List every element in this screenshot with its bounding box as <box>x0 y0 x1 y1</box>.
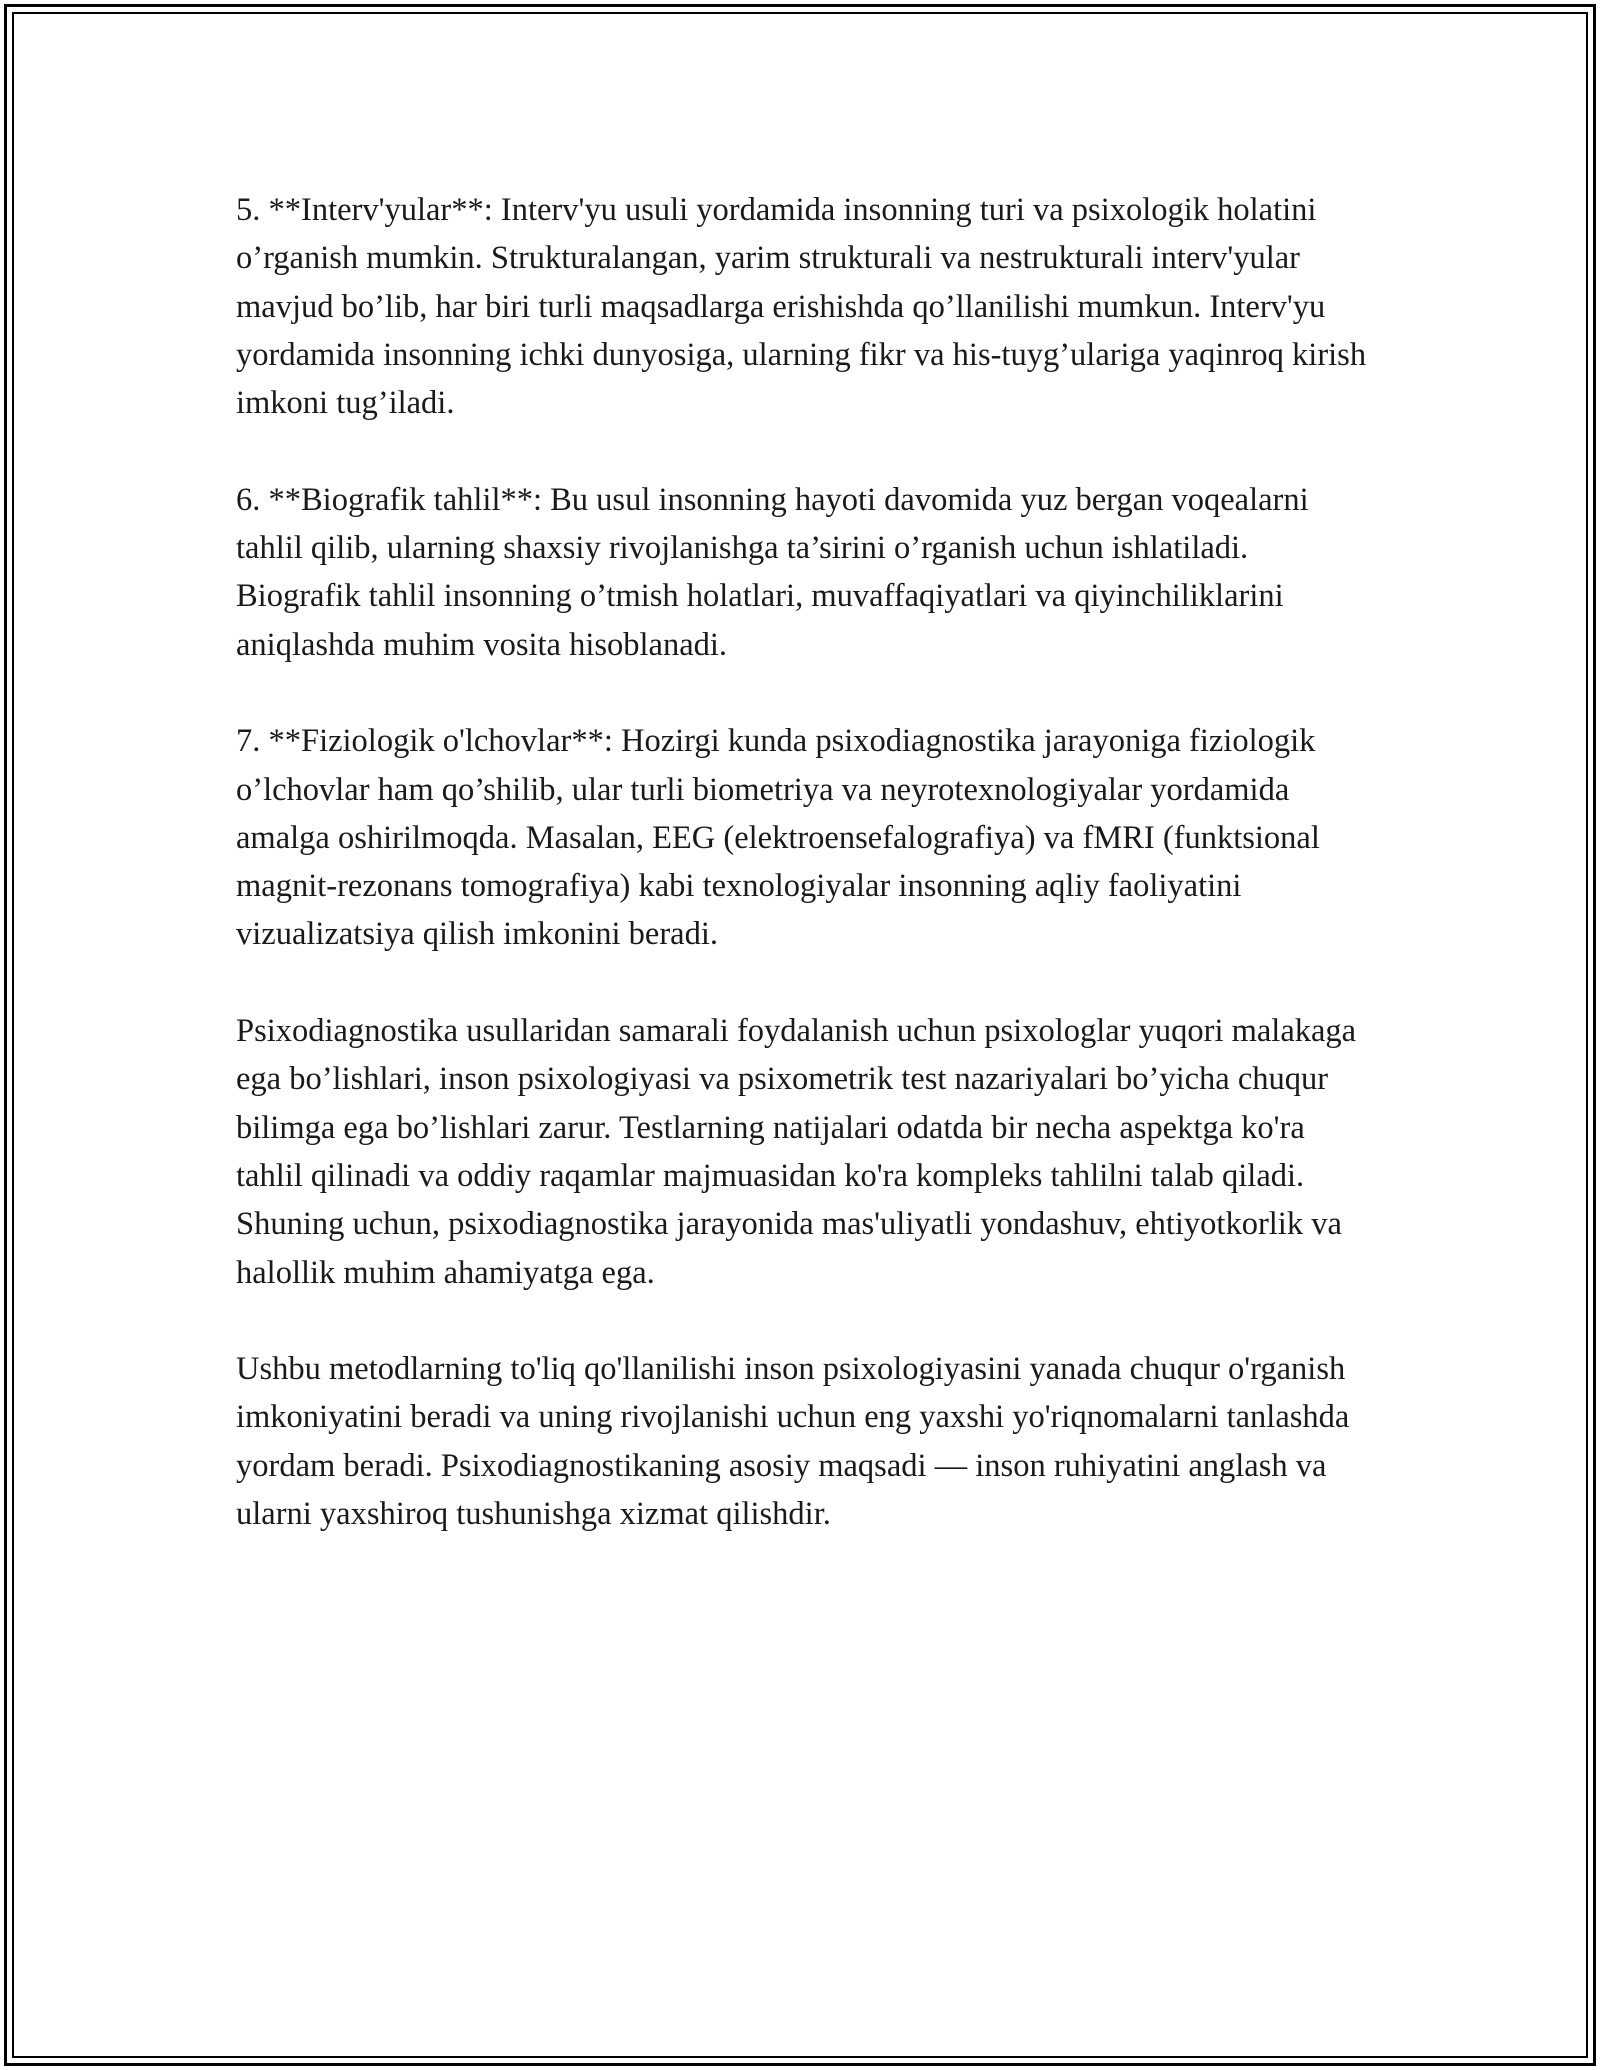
paragraph-conclusion: Ushbu metodlarning to'liq qo'llanilishi inson psixologiyasini yanada chuqur o'rganish imkoniyatini beradi va uning rivojlanishi uchun eng yaxshi yo'riqnomalarni tanlashda yordam beradi. Psixodiagnostikaning asosiy maqsadi — inson ruhiyatini anglash va ularni yaxshiroq tushunishga xizmat qilishdir. <box>236 1351 1350 1533</box>
paragraph-interviews: 5. **Interv'yular**: Interv'yu usuli yordamida insonning turi va psixologik holatini o’rganish mumkin. Strukturalangan, yarim strukturali va nestrukturali interv'yular mavjud bo’lib, har biri turli maqsadlarga erishishda qo’llanilishi mumkun. Interv'yu yordamida insonning ichki dunyosiga, ularning fikr va his-tuyg’ulariga yaqinroq kirish imkoni tug’iladi. <box>236 192 1367 422</box>
document-body <box>236 186 1372 1538</box>
paragraph-biographical-analysis: 6. **Biografik tahlil**: Bu usul insonning hayoti davomida yuz bergan voqealarni tahlil qilib, ularning shaxsiy rivojlanishga ta’sirini o’rganish uchun ishlatiladi. Biografik tahlil insonning o’tmish holatlari, muvaffaqiyatlari va qiyinchiliklarini aniqlashda muhim vosita hisoblanadi. <box>236 481 1309 663</box>
paragraph-physiological-measurements: 7. **Fiziologik o'lchovlar**: Hozirgi kunda psixodiagnostika jarayoniga fiziologik o’lchovlar ham qo’shilib, ular turli biometriya va neyrotexnologiyalar yordamida amalga oshirilmoqda. Masalan, EEG (elektroensefalografiya) va fMRI (funktsional magnit-rezonans tomografiya) kabi texnologiyalar insonning aqliy faoliyatini vizualizatsiya qilish imkonini beradi. <box>236 723 1320 953</box>
paragraph-psychologist-qualification: Psixodiagnostika usullaridan samarali foydalanish uchun psixologlar yuqori malakaga ega bo’lishlari, inson psixologiyasi va psixometrik test nazariyalari bo’yicha chuqur bilimga ega bo’lishlari zarur. Testlarning natijalari odatda bir necha aspektga ko'ra tahlil qilinadi va oddiy raqamlar majmuasidan ko'ra kompleks tahlilni talab qiladi. Shuning uchun, psixodiagnostika jarayonida mas'uliyatli yondashuv, ehtiyotkorlik va halollik muhim ahamiyatga ega. <box>236 1013 1357 1291</box>
